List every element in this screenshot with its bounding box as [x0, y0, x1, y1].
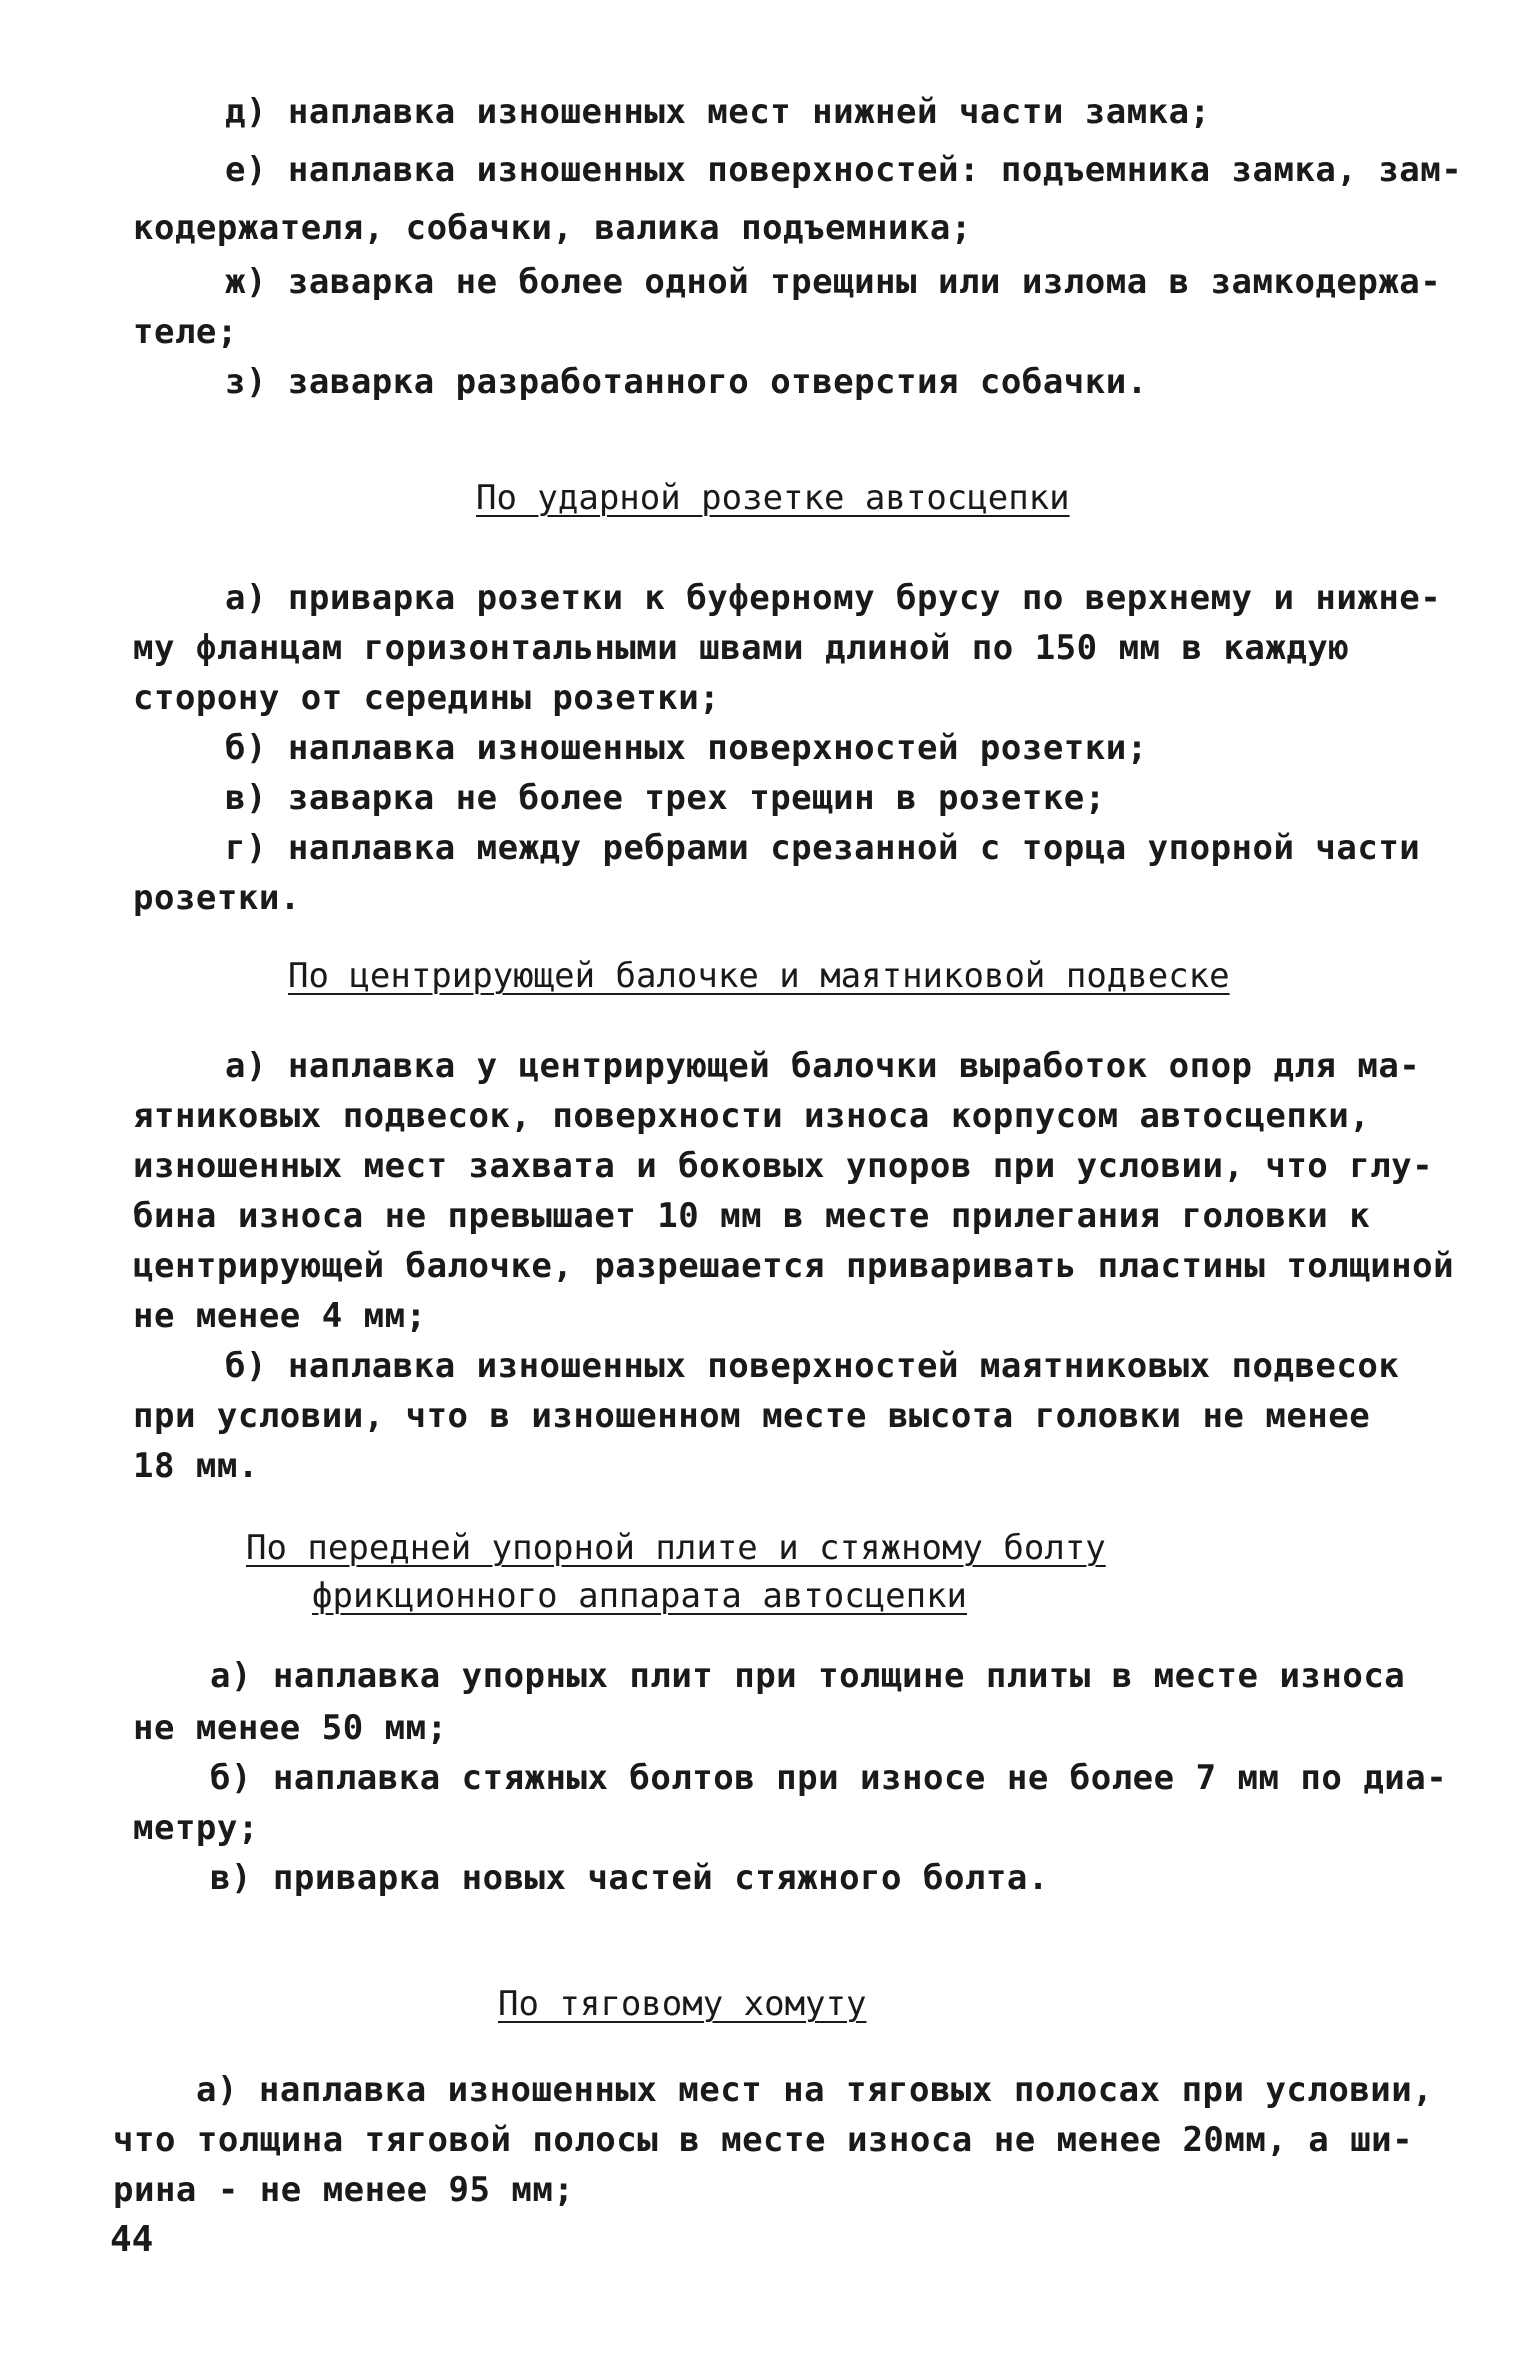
text-line: сторону от середины розетки; — [133, 678, 721, 718]
text-line: метру; — [133, 1808, 259, 1848]
text-line: кодержателя, собачки, валика подъемника; — [133, 208, 972, 248]
text-line: при условии, что в изношенном месте высота головки не менее — [133, 1396, 1371, 1436]
text-line: не менее 4 мм; — [133, 1296, 427, 1336]
text-line: з) заварка разработанного отверстия собачки. — [225, 362, 1148, 402]
text-line: теле; — [133, 312, 238, 352]
section-heading: По ударной розетке автосцепки — [476, 478, 1070, 518]
text-line: г) наплавка между ребрами срезанной с торца упорной части — [225, 828, 1421, 868]
text-line: а) наплавка изношенных мест на тяговых полосах при условии, — [196, 2070, 1434, 2110]
text-line: что толщина тяговой полосы в месте износа не менее 20мм, а ши- — [113, 2120, 1414, 2160]
text-line: му фланцам горизонтальными швами длиной по 150 мм в каждую — [133, 628, 1350, 668]
text-line: 18 мм. — [133, 1446, 259, 1486]
section-heading: По тяговому хомуту — [498, 1984, 867, 2024]
text-line: рина - не менее 95 мм; — [113, 2170, 575, 2210]
text-line: ж) заварка не более одной трещины или излома в замкодержа- — [225, 262, 1442, 302]
text-line: б) наплавка стяжных болтов при износе не более 7 мм по диа- — [210, 1758, 1448, 1798]
text-line: не менее 50 мм; — [133, 1708, 448, 1748]
text-line: а) приварка розетки к буферному брусу по верхнему и нижне- — [225, 578, 1442, 618]
text-line: б) наплавка изношенных поверхностей розетки; — [225, 728, 1148, 768]
text-line: ятниковых подвесок, поверхности износа корпусом автосцепки, — [133, 1096, 1371, 1136]
text-line: б) наплавка изношенных поверхностей маятниковых подвесок — [225, 1346, 1400, 1386]
text-line: е) наплавка изношенных поверхностей: подъемника замка, зам- — [225, 150, 1463, 190]
text-line: в) приварка новых частей стяжного болта. — [210, 1858, 1049, 1898]
section-heading: фрикционного аппарата автосцепки — [312, 1576, 968, 1616]
text-line: д) наплавка изношенных мест нижней части замка; — [225, 92, 1211, 132]
text-line: а) наплавка упорных плит при толщине плиты в месте износа — [210, 1656, 1406, 1696]
text-line: изношенных мест захвата и боковых упоров при условии, что глу- — [133, 1146, 1434, 1186]
text-line: бина износа не превышает 10 мм в месте прилегания головки к — [133, 1196, 1371, 1236]
page-number: 44 — [110, 2219, 154, 2260]
text-line: розетки. — [133, 878, 301, 918]
text-line: в) заварка не более трех трещин в розетке; — [225, 778, 1106, 818]
section-heading: По центрирующей балочке и маятниковой подвеске — [288, 956, 1230, 996]
text-line: а) наплавка у центрирующей балочки выработок опор для ма- — [225, 1046, 1421, 1086]
text-line: центрирующей балочке, разрешается приваривать пластины толщиной — [133, 1246, 1455, 1286]
section-heading: По передней упорной плите и стяжному болту — [246, 1528, 1106, 1568]
